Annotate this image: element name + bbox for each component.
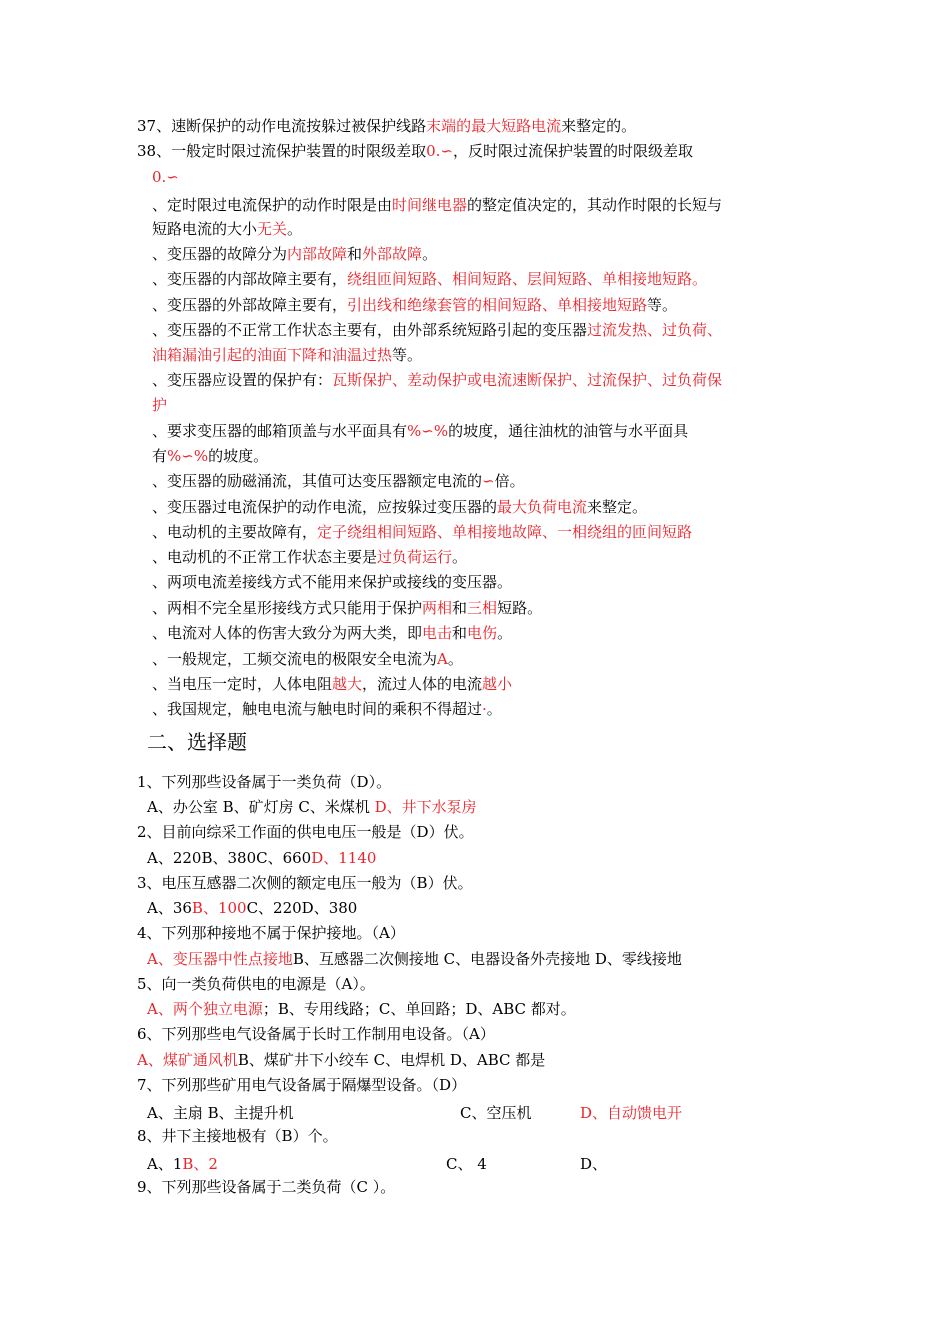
answer-text: %∽%	[407, 422, 449, 440]
question-text: 短路电流的大小	[152, 220, 258, 238]
answer-text: 最大负荷电流	[497, 498, 588, 516]
fill-line	[152, 446, 268, 466]
question-text: ；B、专用线路；C、单回路；D、ABC 都对。	[262, 1000, 576, 1018]
choice-line	[147, 1103, 294, 1123]
question-text: A、主扇 B、主提升机	[147, 1104, 294, 1122]
question-text: ，流过人体的电流	[362, 675, 483, 693]
answer-text: 外部故障	[362, 245, 423, 263]
question-text: B、煤矿井下小绞车 C、电焊机 D、ABC 都是	[237, 1051, 546, 1069]
question-text: 38、一般定时限过流保护装置的时限级差取	[137, 142, 427, 160]
answer-text: 越大	[332, 675, 363, 693]
choice-line	[137, 1024, 495, 1044]
answer-text: A、两个独立电源	[147, 1000, 263, 1018]
answer-text: 两相	[422, 599, 453, 617]
answer-text: 瓦斯保护、差动保护或电流速断保护、过流保护、过负荷保	[332, 371, 723, 389]
choice-line	[137, 1177, 395, 1197]
question-text: 、变压器的励磁涌流，其值可达变压器额定电流的	[152, 472, 483, 490]
question-text: C、220D、380	[246, 899, 358, 917]
fill-line	[152, 674, 512, 694]
answer-text: 越小	[482, 675, 513, 693]
fill-line	[152, 471, 525, 491]
question-text: 的坡度。	[208, 447, 269, 465]
choice-line	[147, 949, 682, 969]
question-text: 等。	[392, 346, 423, 364]
choice-line	[580, 1103, 682, 1123]
answer-text: 定子绕组相间短路、单相接地故障、一相绕组的匝间短路	[317, 523, 693, 541]
question-text: 。	[497, 624, 513, 642]
question-text: 、我国规定，触电电流与触电时间的乘积不得超过	[152, 700, 483, 718]
answer-text: 末端的最大短路电流	[426, 117, 562, 135]
fill-line	[152, 370, 722, 390]
choice-line	[137, 923, 405, 943]
question-text: 37、速断保护的动作电流按躲过被保护线路	[137, 117, 427, 135]
question-text: D、	[580, 1155, 608, 1173]
question-text: 和	[452, 599, 468, 617]
fill-line	[152, 623, 512, 643]
question-text: 等。	[647, 296, 678, 314]
fill-line	[152, 167, 179, 187]
question-text: 6、下列那些电气设备属于长时工作制用电设备。（A）	[137, 1025, 495, 1043]
question-text: 4、下列那种接地不属于保护接地。（A）	[137, 924, 405, 942]
fill-line	[152, 497, 647, 517]
answer-text: B、100	[191, 899, 247, 917]
choice-line	[137, 1126, 338, 1146]
fill-line	[137, 141, 693, 161]
question-text: 2、目前向综采工作面的供电电压一般是（D）伏。	[137, 823, 474, 841]
question-text: 、变压器的不正常工作状态主要有，由外部系统短路引起的变压器	[152, 321, 588, 339]
choice-line	[137, 1050, 545, 1070]
answer-text: 0.∽	[152, 168, 179, 186]
question-text: 、变压器的外部故障主要有，	[152, 296, 348, 314]
question-text: 、电动机的主要故障有，	[152, 523, 318, 541]
fill-line	[152, 572, 512, 592]
question-text: 。	[422, 245, 438, 263]
fill-line	[152, 345, 422, 365]
fill-line	[152, 295, 677, 315]
answer-text: B、2	[182, 1155, 218, 1173]
fill-line	[152, 598, 542, 618]
question-text: 9、下列那些设备属于二类负荷（C ）。	[137, 1178, 396, 1196]
answer-text: D、1140	[311, 849, 377, 867]
question-text: 、变压器的故障分为	[152, 245, 288, 263]
fill-line	[152, 269, 707, 289]
fill-line	[152, 522, 692, 542]
question-text: ，反时限过流保护装置的时限级差取	[452, 142, 693, 160]
fill-line	[152, 219, 302, 239]
question-text: 、电流对人体的伤害大致分为两大类，即	[152, 624, 423, 642]
answer-text: 电击	[422, 624, 453, 642]
question-text: B、互感器二次侧接地 C、电器设备外壳接地 D、零线接地	[292, 950, 682, 968]
answer-text: 绕组匝间短路、相间短路、层间短路、单相接地短路。	[347, 270, 708, 288]
question-text: 和	[452, 624, 468, 642]
question-text: 。	[486, 700, 502, 718]
choice-line	[147, 898, 357, 918]
choice-line	[137, 772, 391, 792]
question-text: 3、电压互感器二次侧的额定电压一般为（B）伏。	[137, 874, 473, 892]
question-text: 、变压器应设置的保护有：	[152, 371, 333, 389]
answer-text: 时间继电器	[392, 196, 468, 214]
answer-text: 内部故障	[287, 245, 348, 263]
fill-line	[152, 395, 167, 415]
answer-text: ·	[482, 700, 487, 718]
answer-text: D、自动馈电开	[580, 1104, 683, 1122]
question-text: 、变压器的内部故障主要有，	[152, 270, 348, 288]
question-text: 、两项电流差接线方式不能用来保护或接线的变压器。	[152, 573, 513, 591]
question-text: 。	[447, 650, 463, 668]
question-text: A、220B、380C、660	[147, 849, 312, 867]
answer-text: A、煤矿通风机	[137, 1051, 238, 1069]
question-text: 、定时限过电流保护的动作时限是由	[152, 196, 393, 214]
question-text: 1、下列那些设备属于一类负荷（D）。	[137, 773, 392, 791]
question-text: C、 4	[446, 1155, 487, 1173]
answer-text: 电伤	[467, 624, 498, 642]
fill-line	[152, 649, 463, 669]
fill-line	[152, 699, 502, 719]
question-text: 短路。	[497, 599, 543, 617]
choice-line	[147, 797, 477, 817]
choice-line	[580, 1154, 607, 1174]
choice-line	[137, 873, 473, 893]
question-text: 的坡度，通往油枕的油管与水平面具	[448, 422, 689, 440]
question-text: 5、向一类负荷供电的电源是（A）。	[137, 975, 375, 993]
choice-line	[460, 1103, 531, 1123]
choice-line	[147, 999, 576, 1019]
question-text: 、要求变压器的邮箱顶盖与水平面具有	[152, 422, 408, 440]
question-text: 和	[347, 245, 363, 263]
fill-line	[152, 195, 722, 215]
fill-line	[152, 244, 437, 264]
answer-text: A	[437, 650, 448, 668]
question-text: 来整定的。	[561, 117, 637, 135]
section-title: 二、选择题	[147, 730, 247, 754]
question-text: 的整定值决定的，其动作时限的长短与	[467, 196, 723, 214]
question-text: 8、井下主接地极有（B）个。	[137, 1127, 338, 1145]
answer-text: 护	[152, 396, 168, 414]
answer-text: 过负荷运行	[377, 548, 453, 566]
fill-line	[152, 421, 688, 441]
question-text: 来整定。	[587, 498, 648, 516]
answer-text: A、变压器中性点接地	[147, 950, 293, 968]
choice-line	[147, 848, 376, 868]
question-text: 。	[287, 220, 303, 238]
question-text: 、一般规定，工频交流电的极限安全电流为	[152, 650, 438, 668]
choice-line	[446, 1154, 487, 1174]
question-text: 有	[152, 447, 168, 465]
question-text: 、变压器过电流保护的动作电流，应按躲过变压器的	[152, 498, 498, 516]
answer-text: 三相	[467, 599, 498, 617]
question-text: C、空压机	[460, 1104, 532, 1122]
answer-text: 0.∽	[426, 142, 453, 160]
question-text: A、36	[147, 899, 192, 917]
answer-text: 无关	[257, 220, 288, 238]
answer-text: 引出线和绝缘套管的相间短路、单相接地短路	[347, 296, 648, 314]
answer-text: %∽%	[167, 447, 209, 465]
question-text: 。	[452, 548, 468, 566]
fill-line	[152, 547, 467, 567]
question-text: A、1	[147, 1155, 183, 1173]
question-text: A、办公室 B、矿灯房 C、米煤机	[147, 798, 375, 816]
answer-text: D、井下水泵房	[374, 798, 477, 816]
question-text: 7、下列那些矿用电气设备属于隔爆型设备。（D）	[137, 1076, 467, 1094]
choice-line	[137, 1075, 466, 1095]
answer-text: ∽	[482, 472, 495, 490]
answer-text: 油箱漏油引起的油面下降和油温过热	[152, 346, 393, 364]
question-text: 、两相不完全星形接线方式只能用于保护	[152, 599, 423, 617]
choice-line	[137, 974, 375, 994]
question-text: 、电动机的不正常工作状态主要是	[152, 548, 378, 566]
question-text: 倍。	[494, 472, 525, 490]
choice-line	[137, 822, 474, 842]
fill-line	[137, 116, 636, 136]
choice-line	[147, 1154, 218, 1174]
answer-text: 过流发热、过负荷、	[587, 321, 723, 339]
fill-line	[152, 320, 722, 340]
question-text: 、当电压一定时，人体电阻	[152, 675, 333, 693]
